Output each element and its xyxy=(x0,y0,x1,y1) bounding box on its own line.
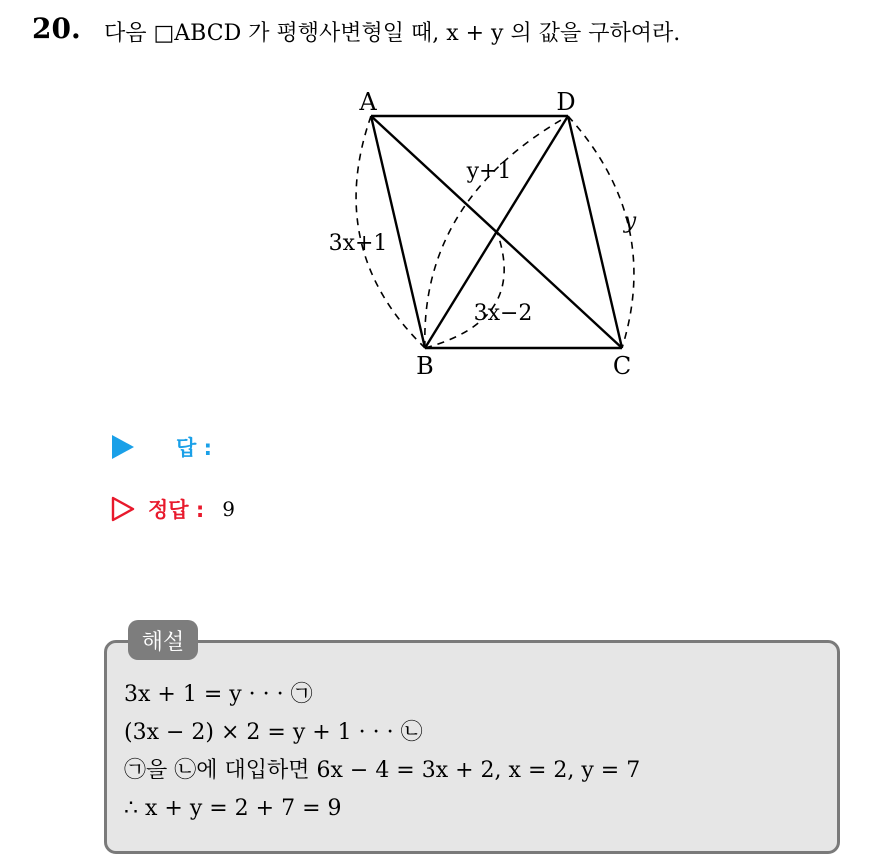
question-number: 20. xyxy=(32,12,81,45)
outline-triangle-icon xyxy=(110,496,136,522)
correct-answer-label: 정답 : xyxy=(148,498,205,522)
vertex-label-b: B xyxy=(416,352,434,380)
answer-row xyxy=(110,432,212,462)
correct-answer-value: 9 xyxy=(222,497,236,521)
length-label-ab: 3x+1 xyxy=(328,231,388,256)
question-text: 다음 □ABCD 가 평행사변형일 때, x + y 의 값을 구하여라. xyxy=(104,21,681,46)
solution-line: ㉠을 ㉡에 대입하면 6x − 4 = 3x + 2, x = 2, y = 7 xyxy=(124,758,641,783)
vertex-label-d: D xyxy=(556,88,576,116)
answer-label: 답 : xyxy=(176,436,212,460)
vertex-label-c: C xyxy=(612,352,632,380)
solution-line: (3x − 2) × 2 = y + 1 · · · ㉡ xyxy=(124,720,423,745)
filled-triangle-icon xyxy=(110,434,136,460)
length-label-bo: 3x−2 xyxy=(473,301,533,326)
length-label-bd: y+1 xyxy=(466,159,512,184)
vertex-label-a: A xyxy=(359,88,377,116)
solution-line: ∴ x + y = 2 + 7 = 9 xyxy=(124,796,342,821)
parallelogram-figure xyxy=(300,80,660,390)
solution-title: 해설 xyxy=(128,620,198,660)
solution-content xyxy=(124,676,640,828)
length-label-dc: y xyxy=(623,209,637,234)
solution-line: 3x + 1 = y · · · ㉠ xyxy=(124,682,313,707)
correct-answer-row xyxy=(110,494,235,524)
